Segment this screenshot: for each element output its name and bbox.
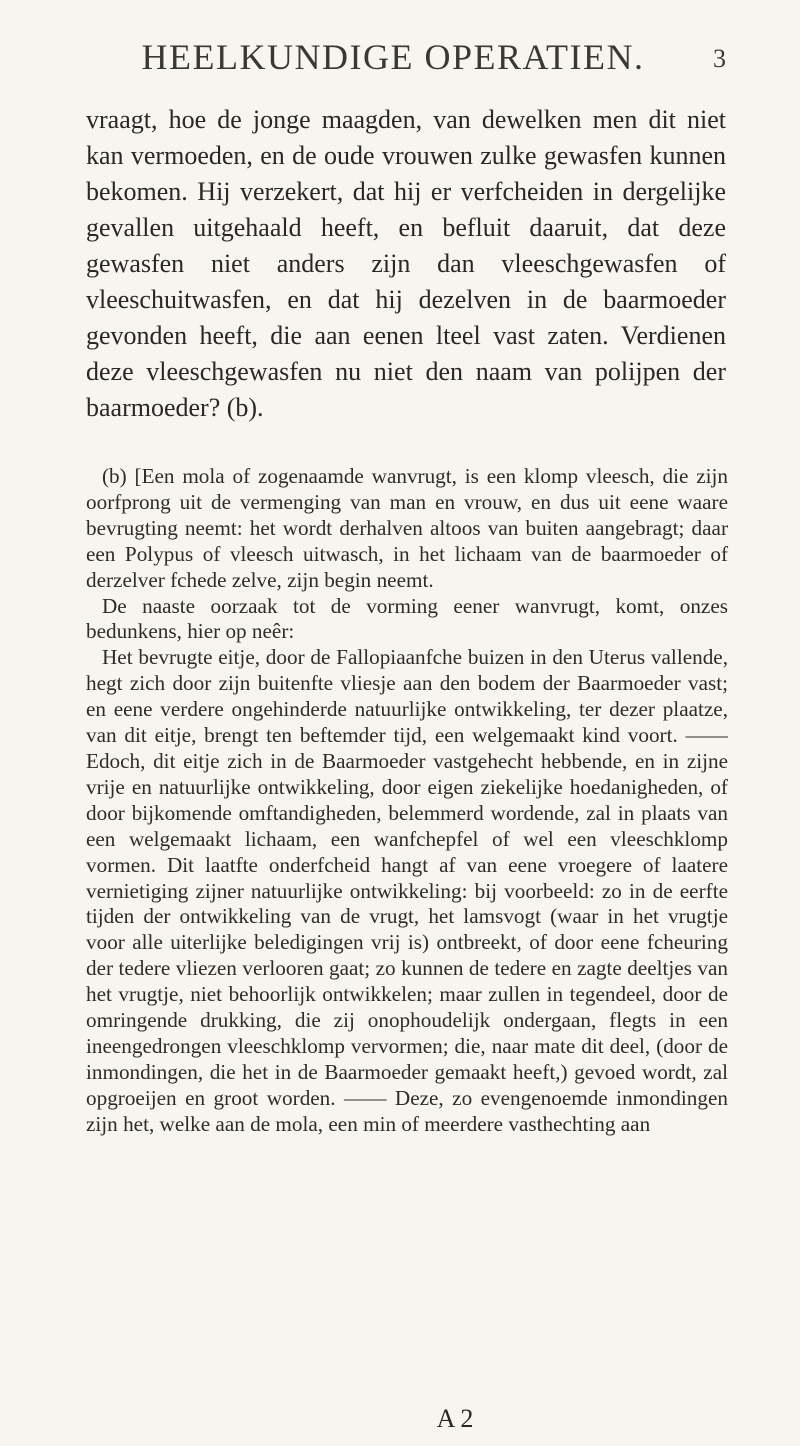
footnote-paragraph: Het bevrugte eitje, door de Fallopiaanfche buizen in den Uterus vallende, hegt zich door zijn buitenfte vliesje aan den bodem der Baarmoeder vast; en eene verdere ongehinderde natuurlijke ontwikkeling, ter dezer plaatze, van dit eitje, brengt ten beftemder tijd, een welgemaakt kind voort. —— Edoch, dit eitje zich in de Baarmoeder vastgehecht hebbende, en in zijne vrije en natuurlijke ontwikkeling, door eigen ziekelijke hoedanigheden, of door bijkomende omftandigheden, belemmerd wordende, zal in plaats van een welgemaakt lichaam, een wanfchepfel of wel een vleeschklomp vormen. Dit laatfte onderfcheid hangt af van eene vroegere of laatere vernietiging zijner natuurlijke ontwikkeling: bij voorbeeld: zo in de eerfte tijden der ontwikkeling van de vrugt, het lamsvogt (waar in het vrugtje voor alle uiterlijke beledigingen vrij is) ontbreekt, of door eene fcheuring der tedere vliezen verlooren gaat; zo kunnen de tedere en zagte deeltjes van het vrugtje, niet behoorlijk ontwikkelen; maar zullen in tegendeel, door de omringende drukking, die zij onophoudelijk ondergaan, flegts in een ineengedrongen vleeschklomp vervormen; die, naar mate dit deel, (door de inmondingen, die het in de Baarmoeder gemaakt heeft,) gevoed wordt, zal opgroeijen en groot worden. —— Deze, zo evengenoemde inmondingen zijn het, welke aan de mola, een min of meerdere vasthechting aan (86, 645, 728, 1136)
running-head: HEELKUNDIGE OPERATIEN. (141, 37, 645, 77)
footnote-b (86, 464, 728, 1138)
page-header (90, 36, 726, 96)
main-paragraph: vraagt, hoe de jonge maagden, van dewelken men dit niet kan vermoeden, en de oude vrouwen zulke gewasfen kunnen bekomen. Hij verzekert, dat hij er verfcheiden in dergelijke gevallen uitgehaald heeft, en befluit daaruit, dat deze gewasfen niet anders zijn dan vleeschgewasfen of vleeschuitwasfen, en dat hij dezelven in de baarmoeder gevonden heeft, die aan eenen lteel vast zaten. Verdienen deze vleeschgewasfen nu niet den naam van polijpen der baarmoeder? (b). (86, 105, 726, 422)
page-number: 3 (713, 44, 726, 73)
signature-mark (0, 1404, 800, 1434)
footnote-paragraph: De naaste oorzaak tot de vorming eener wanvrugt, komt, onzes bedunkens, hier op neêr: (86, 593, 728, 644)
footnote-paragraph: (b) [Een mola of zogenaamde wanvrugt, is een klomp vleesch, die zijn oorfprong uit de vermenging van man en vrouw, en dus uit eene waare bevrugting neemt: het wordt derhalven altoos van buiten aangebragt; daar een Polypus of vleesch uitwasch, in het lichaam van de baarmoeder of derzelver fchede zelve, zijn begin neemt. (86, 464, 728, 592)
signature-text: A 2 (436, 1404, 474, 1433)
main-text-block (86, 102, 726, 426)
